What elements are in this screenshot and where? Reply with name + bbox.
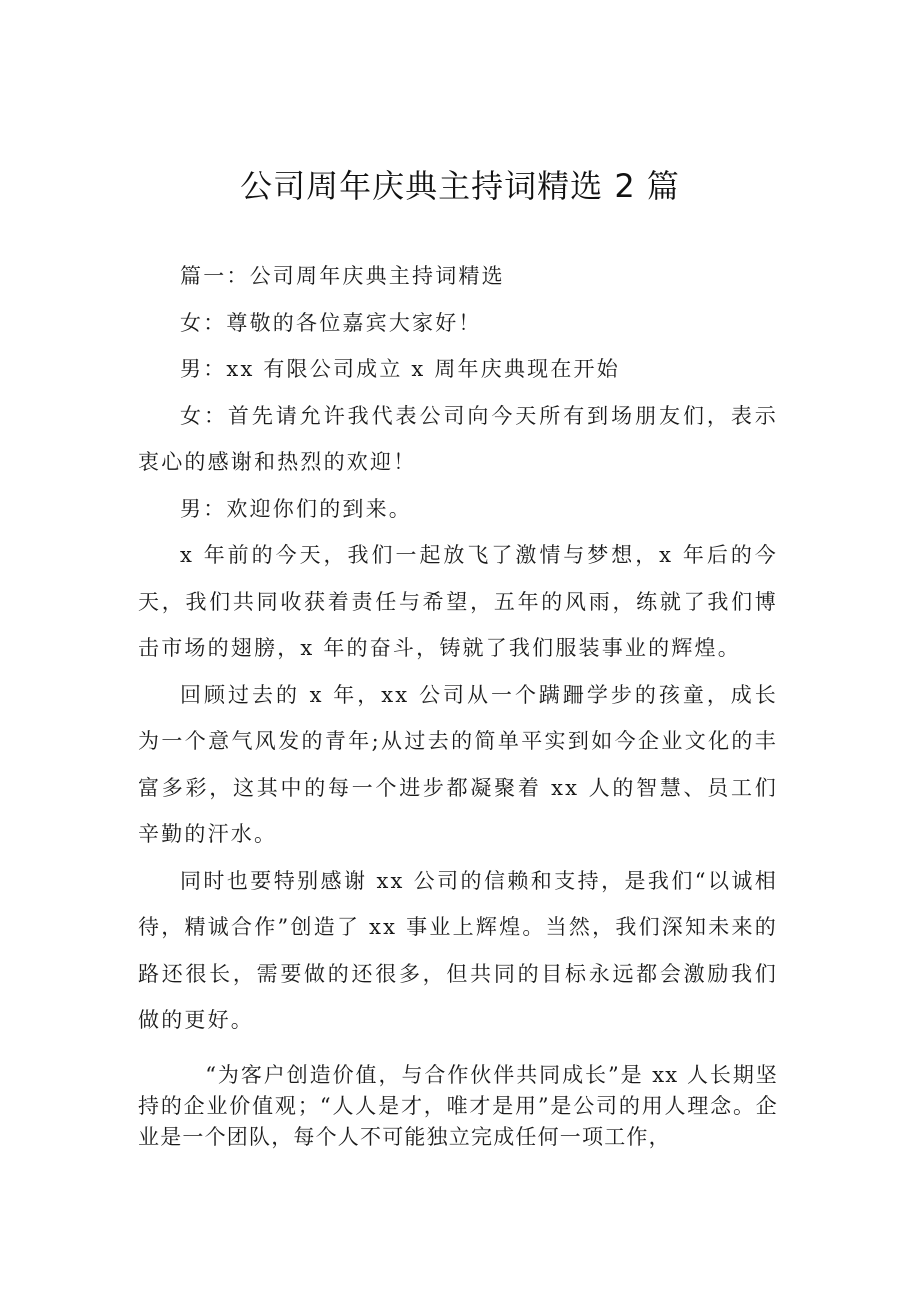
paragraph-female-greeting: 女：尊敬的各位嘉宾大家好！ bbox=[180, 310, 482, 335]
paragraph-gratitude: 同时也要特别感谢 xx 公司的信赖和支持，是我们“以诚相待，精诚合作”创造了 xx 事业上辉煌。当然，我们深知未来的路还很长，需要做的还很多，但共同的目标永远都会激励我们做的更好。 bbox=[138, 868, 778, 1032]
paragraph-values: “为客户创造价值，与合作伙伴共同成长”是 xx 人长期坚持的企业价值观；“人人是才，唯才是用”是公司的用人理念。企业是一个团队，每个人不可能独立完成任何一项工作， bbox=[138, 1062, 778, 1149]
paragraph-looking-back: 回顾过去的 x 年，xx 公司从一个蹒跚学步的孩童，成长为一个意气风发的青年;从过去的简单平实到如今企业文化的丰富多彩，这其中的每一个进步都凝聚着 xx 人的智慧、员工们辛勤的汗水。 bbox=[138, 682, 778, 846]
document-title: 公司周年庆典主持词精选 2 篇 bbox=[240, 167, 680, 205]
paragraph-male-welcome: 男：欢迎你们的到来。 bbox=[180, 496, 412, 521]
paragraph-male-opening: 男：xx 有限公司成立 x 周年庆典现在开始 bbox=[180, 357, 620, 381]
paragraph-section-heading: 篇一：公司周年庆典主持词精选 bbox=[180, 264, 505, 288]
paragraph-female-thanks: 女：首先请允许我代表公司向今天所有到场朋友们，表示衷心的感谢和热烈的欢迎！ bbox=[138, 403, 778, 474]
paragraph-years-ago: x 年前的今天，我们一起放飞了激情与梦想，x 年后的今天，我们共同收获着责任与希望，五年的风雨，练就了我们博击市场的翅膀，x 年的奋斗，铸就了我们服装事业的辉煌。 bbox=[138, 543, 778, 660]
document-body bbox=[138, 253, 778, 1153]
